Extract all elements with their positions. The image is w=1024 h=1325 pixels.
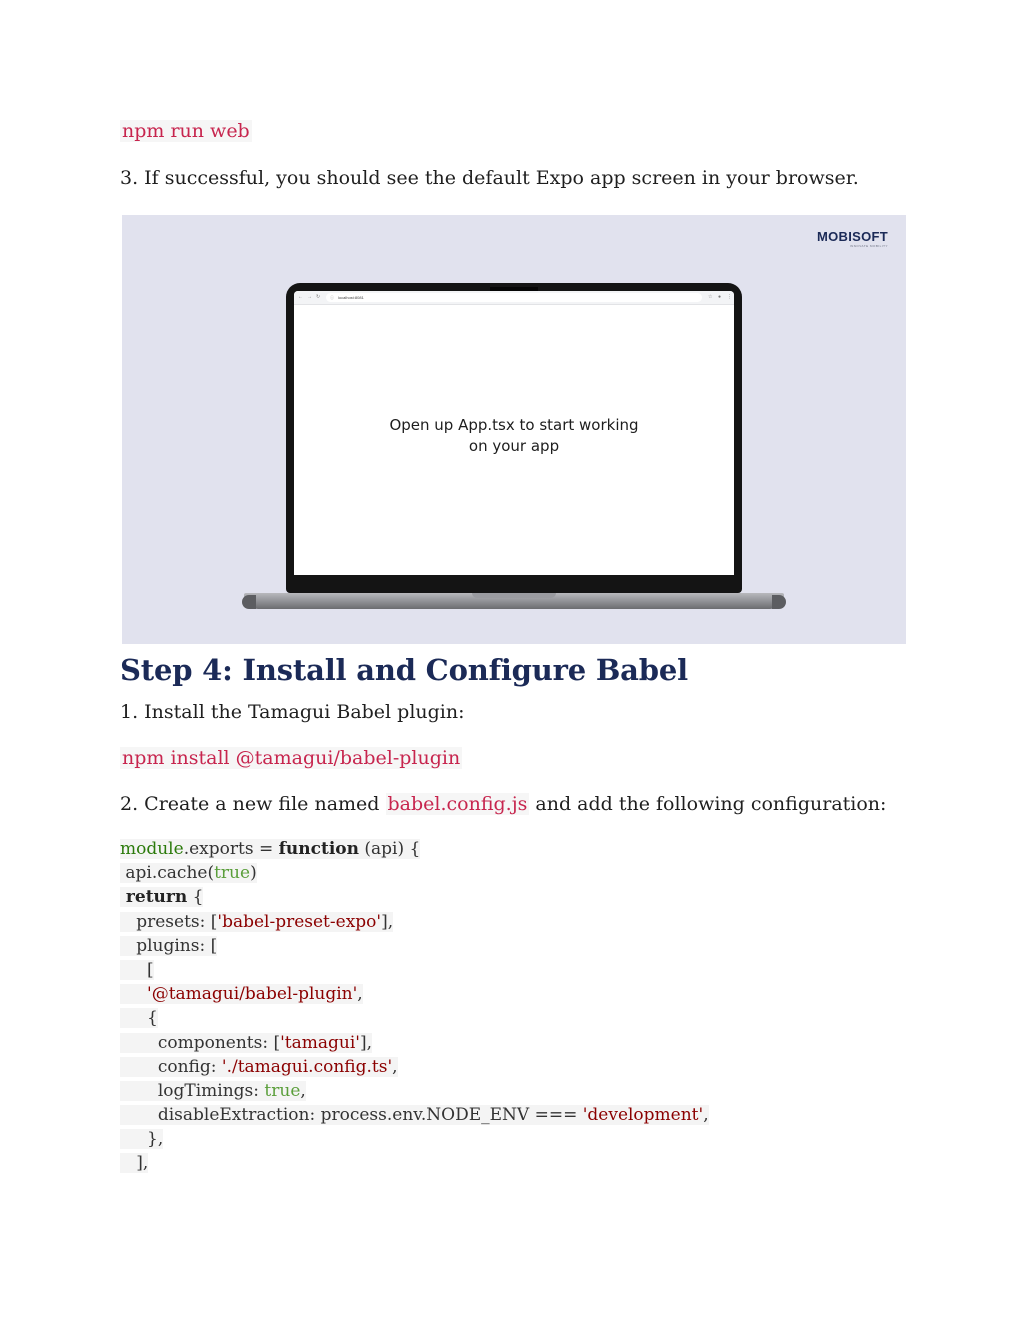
code-line — [120, 1031, 709, 1055]
brand-tagline: INNOVATE MOBILITY — [849, 244, 888, 248]
code-token: plugins: [ — [120, 935, 218, 956]
code-token: components: [ — [120, 1032, 281, 1053]
code-token: './tamagui.config.ts' — [221, 1056, 393, 1077]
code-line — [120, 1006, 709, 1030]
code-line — [120, 1079, 709, 1103]
site-info-icon: ⓘ — [330, 295, 334, 300]
code-token: config: — [120, 1056, 222, 1077]
browser-toolbar — [294, 291, 734, 305]
code-line — [120, 934, 709, 958]
laptop-screen — [294, 291, 734, 575]
create-text-after: and add the following configuration: — [529, 793, 887, 815]
code-token: api.cache( — [120, 863, 215, 884]
menu-icon: ⋮ — [727, 294, 732, 300]
code-token: '@tamagui/babel-plugin' — [147, 984, 358, 1005]
brand-name: MOBISOFT — [816, 229, 888, 244]
code-line — [120, 1151, 709, 1175]
code-token — [120, 984, 147, 1004]
code-line — [120, 861, 709, 885]
address-bar — [326, 293, 702, 302]
babel-config-code-block — [120, 837, 709, 1176]
base-groove — [472, 593, 556, 598]
code-line — [120, 1127, 709, 1151]
code-token: ], — [381, 911, 394, 932]
code-token: module — [120, 839, 184, 859]
code-token: 'babel-preset-expo' — [217, 911, 382, 932]
code-token: [ — [120, 959, 154, 980]
screen-message-line1: Open up App.tsx to start working — [389, 416, 639, 434]
code-token: true — [214, 863, 251, 884]
code-line — [120, 837, 709, 861]
code-token: ], — [120, 1153, 149, 1174]
code-token: }, — [120, 1129, 164, 1150]
back-icon: ← — [298, 294, 303, 300]
address-url: localhost:8081 — [338, 295, 364, 300]
code-token: , — [300, 1080, 306, 1101]
laptop-base — [244, 593, 784, 609]
screen-message-line2: on your app — [468, 437, 560, 455]
mobisoft-logo — [817, 229, 888, 248]
code-token: , — [703, 1105, 709, 1126]
run-web-command — [120, 119, 252, 143]
profile-icon: ● — [718, 294, 722, 300]
code-token: , — [357, 984, 363, 1005]
code-line — [120, 982, 709, 1006]
code-token: 'development' — [582, 1105, 704, 1126]
code-token: { — [187, 887, 204, 908]
base-foot-left — [242, 595, 256, 609]
reload-icon: ↻ — [316, 294, 321, 300]
code-token: (api) { — [359, 839, 421, 859]
code-token: true — [264, 1080, 301, 1101]
code-token: presets: [ — [120, 911, 218, 932]
create-text-before: 2. Create a new file named — [120, 793, 386, 815]
code-line — [120, 958, 709, 982]
code-line — [120, 1103, 709, 1127]
expo-browser-screenshot — [122, 215, 906, 644]
code-token: ], — [359, 1032, 372, 1053]
code-token: .exports = — [183, 839, 279, 859]
step3-paragraph: 3. If successful, you should see the default Expo app screen in your browser. — [120, 167, 859, 189]
step4-heading: Step 4: Install and Configure Babel — [120, 653, 688, 687]
star-icon: ☆ — [708, 294, 713, 300]
laptop-lid — [286, 283, 742, 593]
expo-default-message — [294, 415, 734, 457]
code-token: 'tamagui' — [280, 1032, 360, 1053]
install-code: npm install @tamagui/babel-plugin — [122, 747, 461, 769]
code-token: { — [120, 1008, 158, 1029]
code-line — [120, 885, 709, 909]
code-token: , — [392, 1056, 398, 1077]
run-web-code: npm run web — [122, 120, 250, 142]
forward-icon: → — [307, 294, 312, 300]
babel-config-filename: babel.config.js — [387, 793, 528, 815]
code-token: ) — [250, 863, 257, 884]
code-token: logTimings: — [120, 1080, 265, 1101]
create-file-paragraph — [120, 792, 886, 816]
install-paragraph: 1. Install the Tamagui Babel plugin: — [120, 701, 465, 723]
install-command — [120, 746, 462, 770]
base-foot-right — [772, 595, 786, 609]
code-token: return — [120, 887, 188, 908]
code-line — [120, 1055, 709, 1079]
code-token: function — [278, 839, 359, 859]
code-token: disableExtraction: process.env.NODE_ENV === — [120, 1105, 583, 1126]
code-line — [120, 910, 709, 934]
